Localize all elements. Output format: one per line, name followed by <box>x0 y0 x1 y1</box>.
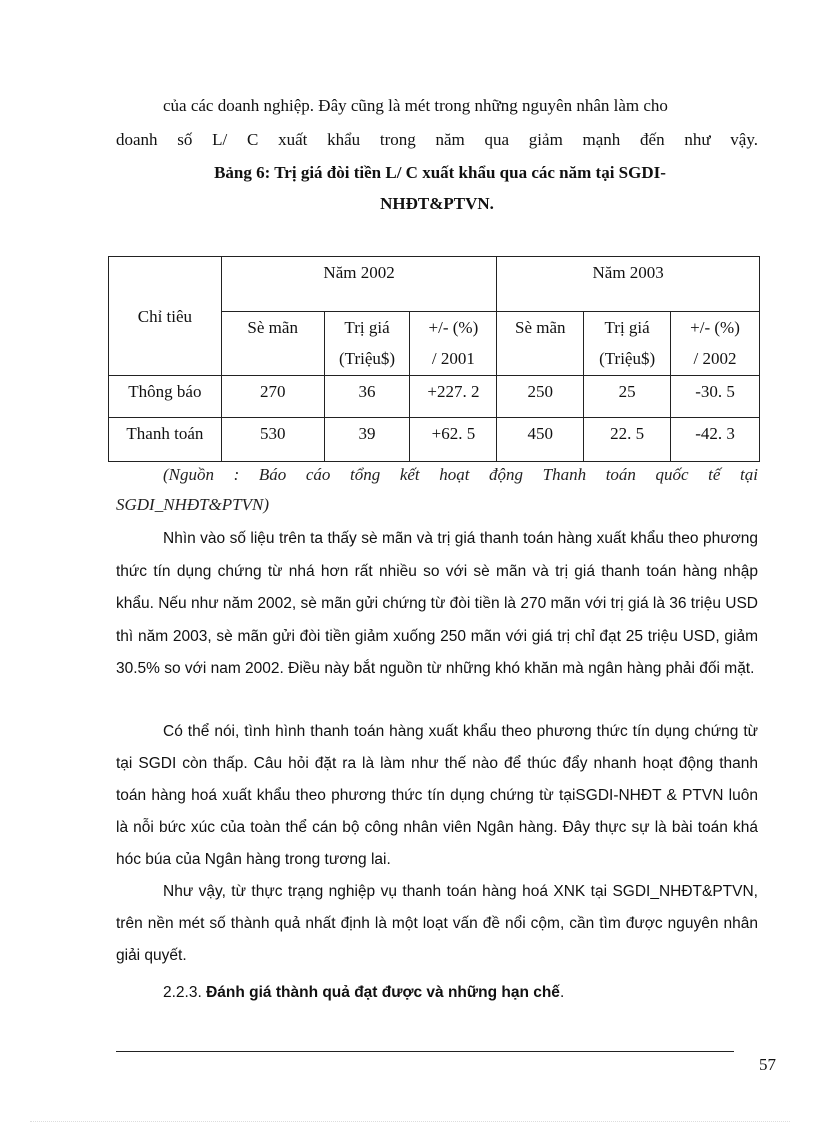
subheader-count-2002: Sè mãn <box>221 312 324 376</box>
cell-count-2002: 270 <box>221 376 324 418</box>
table-title-line-1: Bảng 6: Trị giá đòi tiền L/ C xuất khẩu qua các năm tại SGDI- <box>214 163 666 182</box>
subheader-value-2003: Trị giá (Triệu$) <box>584 312 671 376</box>
section-number: 2.2.3. <box>163 984 202 1001</box>
table-row <box>109 418 760 462</box>
group-header-2002: Năm 2002 <box>221 257 497 312</box>
source-line-1: (Nguồn : Báo cáo tổng kết hoạt động Thanh toán quốc tế tại <box>163 465 758 484</box>
table-title-line-2: NHĐT&PTVN. <box>380 194 494 213</box>
footer-divider <box>116 1051 734 1052</box>
cell-change-2003: -30. 5 <box>671 376 760 418</box>
subheader-change-2003: +/- (%) / 2002 <box>671 312 760 376</box>
cell-change-2002: +227. 2 <box>410 376 497 418</box>
page-bottom-border <box>30 1121 790 1122</box>
row-label: Thông báo <box>109 376 222 418</box>
data-table <box>108 256 760 462</box>
source-line-2: SGDI_NHĐT&PTVN) <box>116 495 270 514</box>
section-title: Đánh giá thành quả đạt được và những hạn chế <box>206 984 560 1001</box>
cell-value-2002: 39 <box>324 418 410 462</box>
subheader-change-2002: +/- (%) / 2001 <box>410 312 497 376</box>
row-label: Thanh toán <box>109 418 222 462</box>
cell-change-2003: -42. 3 <box>671 418 760 462</box>
subheader-value-2002: Trị giá (Triệu$) <box>324 312 410 376</box>
row-header-cell: Chỉ tiêu <box>109 257 222 376</box>
intro-line-1: của các doanh nghiệp. Đây cũng là mét trong những nguyên nhân làm cho <box>163 96 668 115</box>
cell-count-2003: 250 <box>497 376 584 418</box>
cell-value-2002: 36 <box>324 376 410 418</box>
section-heading: 2.2.3. Đánh giá thành quả đạt được và những hạn chế. <box>163 984 565 1001</box>
group-header-2003: Năm 2003 <box>497 257 760 312</box>
cell-value-2003: 22. 5 <box>584 418 671 462</box>
cell-value-2003: 25 <box>584 376 671 418</box>
cell-count-2002: 530 <box>221 418 324 462</box>
paragraph-3: Như vậy, từ thực trạng nghiệp vụ thanh toán hàng hoá XNK tại SGDI_NHĐT&PTVN, trên nền mét số thành quả nhất định là một loạt vấn đề nổi cộm, cần tìm được nguyên nhân giải quyết. <box>116 883 758 964</box>
page-number: 57 <box>759 1055 776 1074</box>
cell-change-2002: +62. 5 <box>410 418 497 462</box>
intro-line-2: doanh số L/ C xuất khẩu trong năm qua giảm mạnh đến như vậy. <box>116 130 758 149</box>
subheader-count-2003: Sè mãn <box>497 312 584 376</box>
cell-count-2003: 450 <box>497 418 584 462</box>
paragraph-2: Có thể nói, tình hình thanh toán hàng xuất khẩu theo phương thức tín dụng chứng từ tại SGDI còn thấp. Câu hỏi đặt ra là làm như thế nào để thúc đẩy nhanh hoạt động thanh toán hàng hoá xuất khẩu theo phương thức tín dụng chứng từ tạiSGDI-NHĐT & PTVN luôn là nỗi bức xúc của toàn thể cán bộ công nhân viên Ngân hàng. Đây thực sự là bài toán khá hóc búa của Ngân hàng trong tương lai. <box>116 723 758 868</box>
table-row <box>109 376 760 418</box>
paragraph-1: Nhìn vào số liệu trên ta thấy sè mãn và trị giá thanh toán hàng xuất khẩu theo phương thức tín dụng chứng từ nhá hơn rất nhiều so với sè mãn và trị giá thanh toán hàng nhập khẩu. Nếu như năm 2002, sè mãn gửi chứng từ đòi tiền là 270 mãn với trị giá là 36 triệu USD thì năm 2003, sè mãn gửi đòi tiền giảm xuống 250 mãn với giá trị chỉ đạt 25 triệu USD, giảm 30.5% so với nam 2002. Điều này bắt nguồn từ những khó khăn mà ngân hàng phải đối mặt. <box>116 530 758 677</box>
